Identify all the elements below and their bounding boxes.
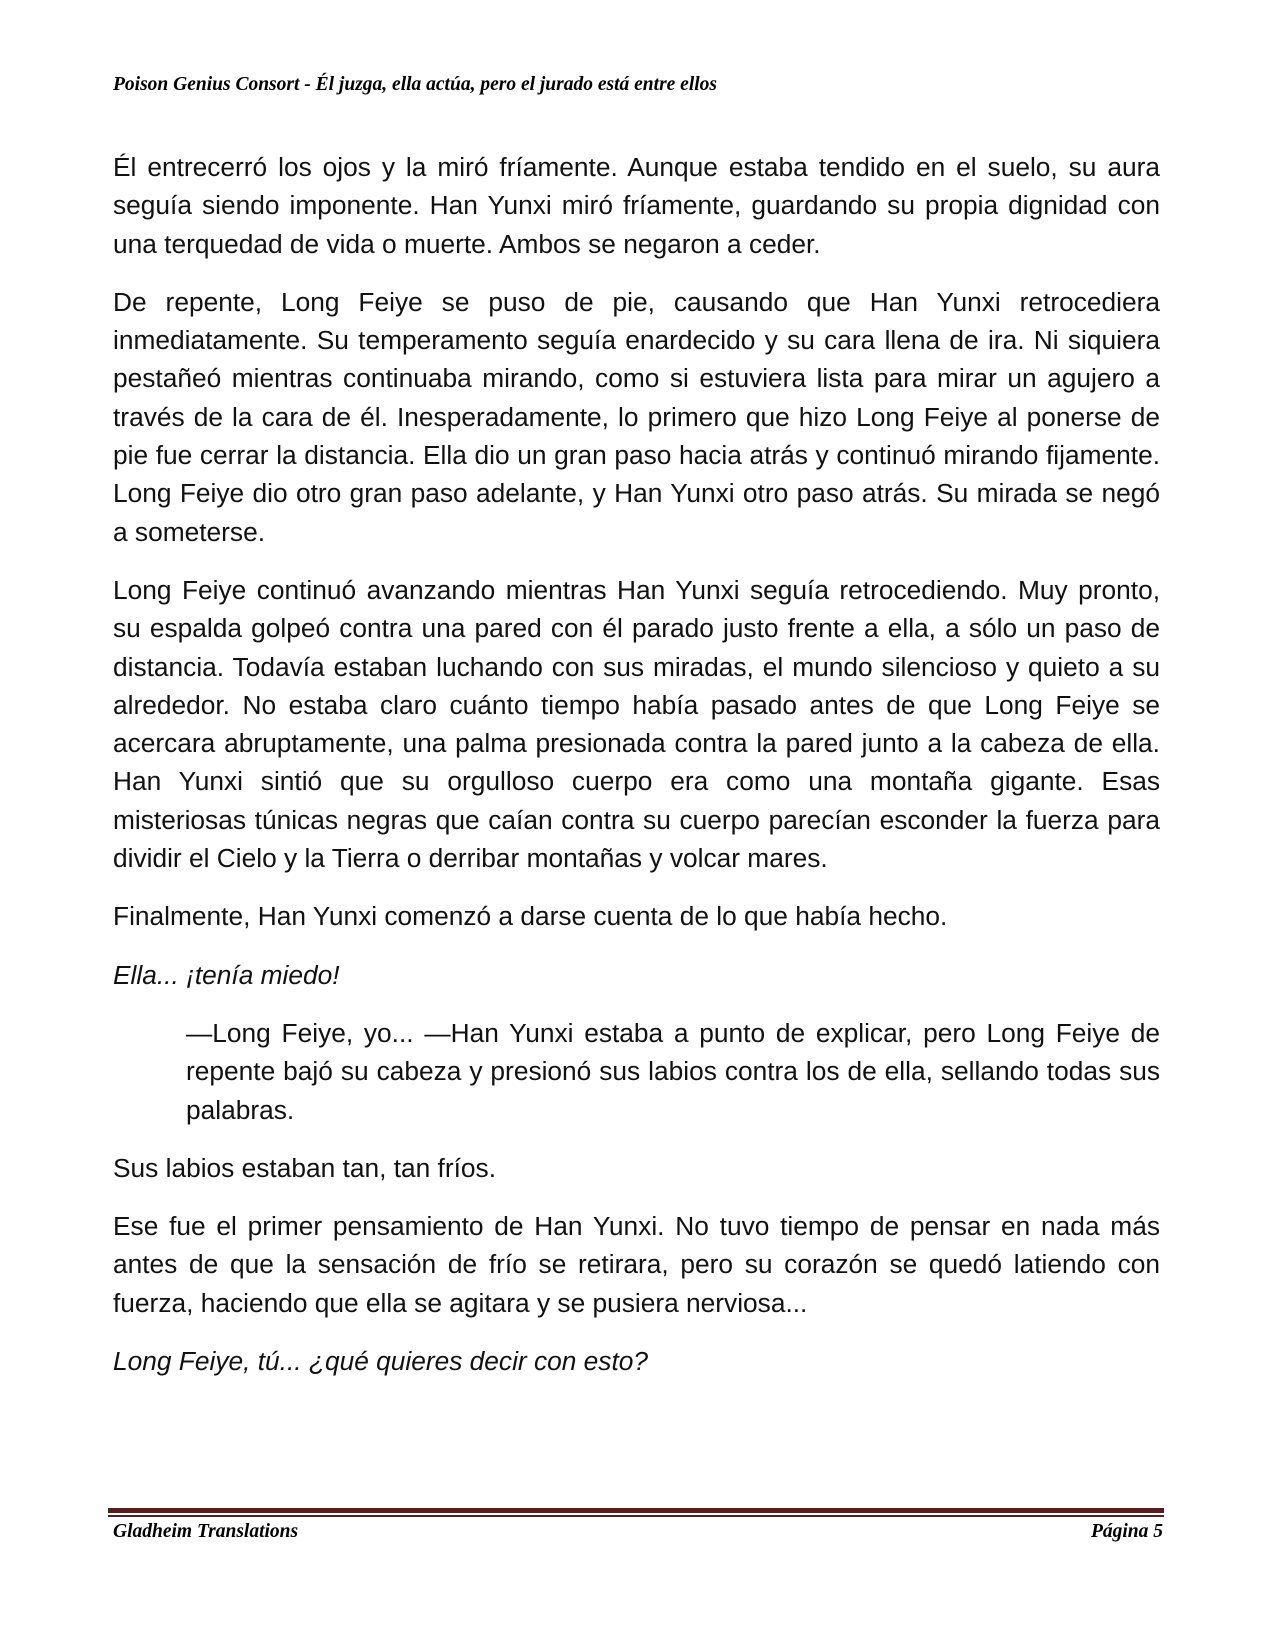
paragraph-2: De repente, Long Feiye se puso de pie, causando que Han Yunxi retrocediera inmediatamente. Su temperamento seguía enardecido y su cara llena de ira. Ni siquiera pestañeó mientras continuaba mirando, como si estuviera lista para mirar un agujero a través de la cara de él. Inesperadamente, lo primero que hizo Long Feiye al ponerse de pie fue cerrar la distancia. Ella dio un gran paso hacia atrás y continuó mirando fijamente. Long Feiye dio otro gran paso adelante, y Han Yunxi otro paso atrás. Su mirada se negó a someterse.: [113, 286, 1160, 547]
footer-credit: Gladheim Translations: [113, 1521, 299, 1542]
paragraph-9-italic: Long Feiye, tú... ¿qué quieres decir con esto?: [113, 1346, 649, 1377]
paragraph-7: Sus labios estaban tan, tan fríos.: [113, 1152, 496, 1183]
paragraph-3: Long Feiye continuó avanzando mientras Han Yunxi seguía retrocediendo. Muy pronto, su espalda golpeó contra una pared con él parado justo frente a ella, a sólo un paso de distancia. Todavía estaban luchando con sus miradas, el mundo silencioso y quieto a su alrededor. No estaba claro cuánto tiempo había pasado antes de que Long Feiye se acercara abruptamente, una palma presionada contra la pared junto a la cabeza de ella. Han Yunxi sintió que su orgulloso cuerpo era como una montaña gigante. Esas misteriosas túnicas negras que caían contra su cuerpo parecían esconder la fuerza para dividir el Cielo y la Tierra o derribar montañas y volcar mares.: [113, 574, 1160, 874]
paragraph-8: Ese fue el primer pensamiento de Han Yunxi. No tuvo tiempo de pensar en nada más antes de que la sensación de frío se retirara, pero su corazón se quedó latiendo con fuerza, haciendo que ella se agitara y se pusiera nerviosa...: [113, 1211, 1160, 1318]
paragraph-5-italic: Ella... ¡tenía miedo!: [113, 959, 340, 990]
paragraph-4: Finalmente, Han Yunxi comenzó a darse cuenta de lo que había hecho.: [113, 901, 948, 932]
paragraph-1: Él entrecerró los ojos y la miró fríamente. Aunque estaba tendido en el suelo, su aura seguía siendo imponente. Han Yunxi miró fríamente, guardando su propia dignidad con una terquedad de vida o muerte. Ambos se negaron a ceder.: [113, 152, 1160, 259]
footer-divider-thin: [108, 1515, 1164, 1517]
page-header: Poison Genius Consort - Él juzga, ella actúa, pero el jurado está entre ellos: [113, 74, 718, 95]
body-text: [113, 148, 1160, 1400]
footer-divider-thick: [108, 1508, 1164, 1513]
page-number: Página 5: [1090, 1521, 1163, 1542]
paragraph-6-dialogue: —Long Feiye, yo... —Han Yunxi estaba a punto de explicar, pero Long Feiye de repente bajó su cabeza y presionó sus labios contra los de ella, sellando todas sus palabras.: [186, 1017, 1160, 1125]
footer-divider: [108, 1508, 1164, 1517]
